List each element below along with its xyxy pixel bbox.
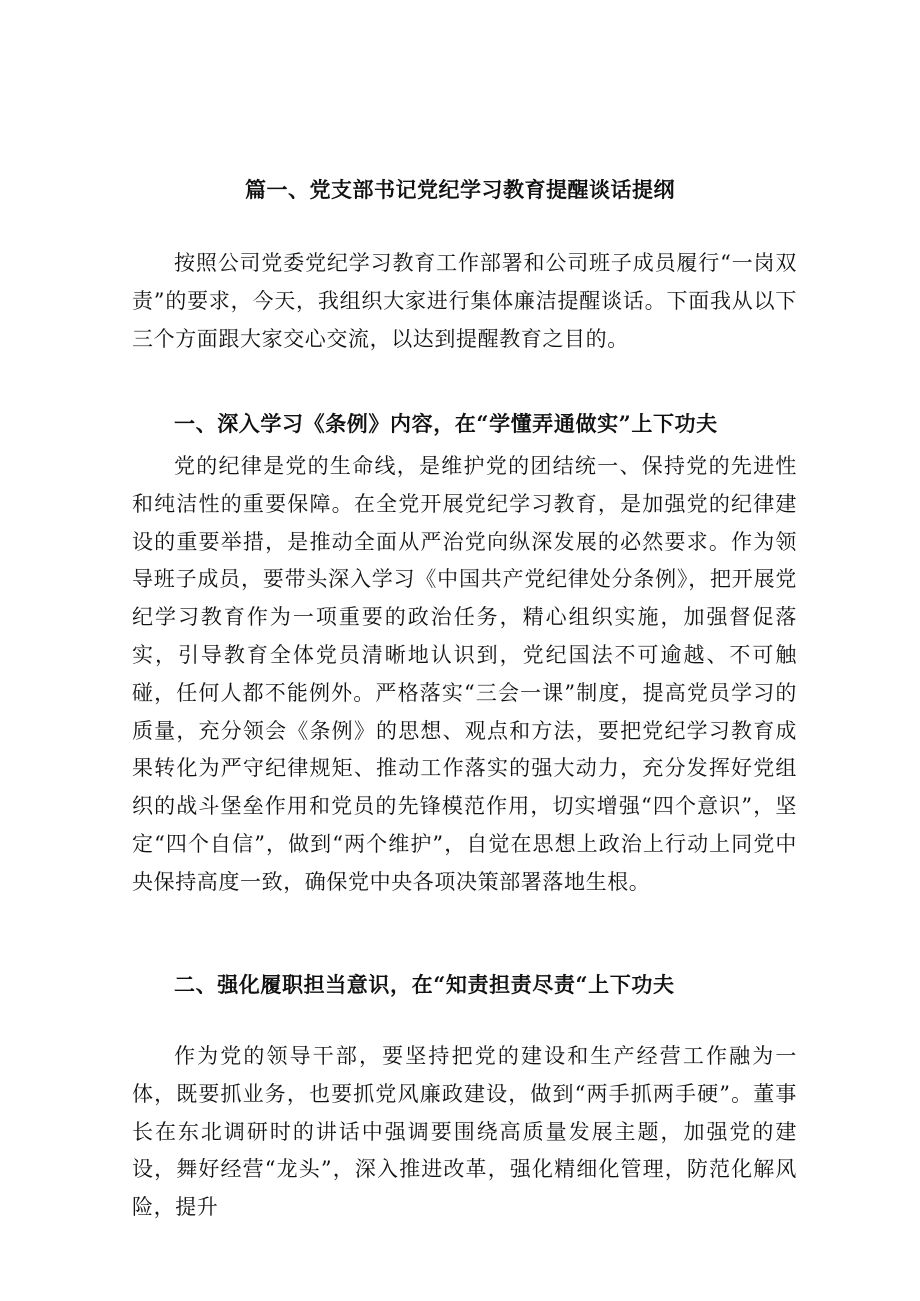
section2-body-block	[132, 1038, 797, 1227]
section1-paragraph: 党的纪律是党的生命线，是维护党的团结统一、保持党的先进性和纯洁性的重要保障。在全党开展党纪学习教育，是加强党的纪律建设的重要举措，是推动全面从严治党向纵深发展的必然要求。作为领导班子成员，要带头深入学习《中国共产党纪律处分条例》，把开展党纪学习教育作为一项重要的政治任务，精心组织实施，加强督促落实，引导教育全体党员清晰地认识到，党纪国法不可逾越、不可触碰，任何人都不能例外。严格落实“三会一课”制度，提高党员学习的质量，充分领会《条例》的思想、观点和方法，要把党纪学习教育成果转化为严守纪律规矩、推动工作落实的强大动力，充分发挥好党组织的战斗堡垒作用和党员的先锋模范作用，切实增强“四个意识”，坚定“四个自信”，做到“两个维护”，自觉在思想上政治上行动上同党中央保持高度一致，确保党中央各项决策部署落地生根。	[132, 454, 797, 894]
section1-body-block	[132, 448, 797, 902]
section1-heading: 一、深入学习《条例》内容，在“学懂弄通做实”上下功夫	[174, 411, 718, 436]
section1-heading-block	[132, 405, 797, 443]
section2-paragraph: 作为党的领导干部，要坚持把党的建设和生产经营工作融为一体，既要抓业务，也要抓党风廉政建设，做到“两手抓两手硬”。董事长在东北调研时的讲话中强调要围绕高质量发展主题，加强党的建设，舞好经营“龙头”，深入推进改革，强化精细化管理，防范化解风险，提升	[132, 1044, 797, 1220]
intro-paragraph: 按照公司党委党纪学习教育工作部署和公司班子成员履行“一岗双责”的要求，今天，我组织大家进行集体廉洁提醒谈话。下面我从以下三个方面跟大家交心交流，以达到提醒教育之目的。	[132, 251, 797, 351]
intro-block	[132, 245, 797, 358]
section2-heading-block	[132, 966, 797, 1004]
document-title: 篇一、党支部书记党纪学习教育提醒谈话提纲	[245, 177, 675, 202]
section2-heading: 二、强化履职担当意识，在“知责担责尽责“上下功夫	[174, 972, 675, 997]
